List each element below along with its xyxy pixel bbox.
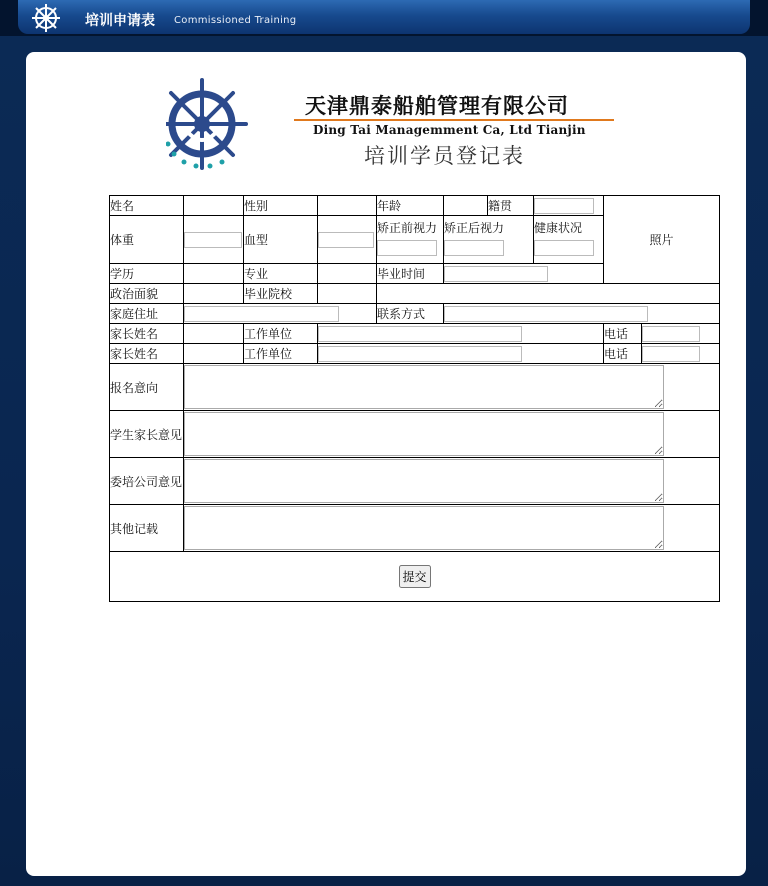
vision-before-input[interactable] (377, 240, 437, 256)
label-grad-time: 毕业时间 (377, 264, 444, 284)
grad-time-cell (444, 264, 604, 284)
company-opinion-textarea[interactable] (184, 459, 664, 503)
parent-name-1-cell (184, 324, 244, 344)
phone-1-cell (642, 324, 720, 344)
contact-input[interactable] (444, 306, 648, 322)
work-unit-1-cell (318, 324, 604, 344)
work-unit-2-input[interactable] (318, 346, 522, 362)
work-unit-2-cell (318, 344, 604, 364)
vision-after-cell (444, 216, 534, 264)
contact-cell (444, 304, 720, 324)
label-major: 专业 (244, 264, 318, 284)
address-cell (184, 304, 377, 324)
blood-input[interactable] (318, 232, 374, 248)
label-phone-1: 电话 (604, 324, 642, 344)
native-input[interactable] (534, 198, 594, 214)
ship-wheel-icon (30, 2, 62, 34)
label-work-unit-2: 工作单位 (244, 344, 318, 364)
label-parent-opinion: 学生家长意见 (110, 411, 184, 458)
header-subtitle: Commissioned Training (174, 15, 297, 26)
other-cell (184, 505, 720, 552)
vision-before-cell (377, 216, 444, 264)
phone-2-cell (642, 344, 720, 364)
vision-after-input[interactable] (444, 240, 504, 256)
label-education: 学历 (110, 264, 184, 284)
intent-cell (184, 364, 720, 411)
label-contact: 联系方式 (377, 304, 444, 324)
label-blood: 血型 (244, 216, 318, 264)
political-cell (184, 284, 244, 304)
school-cell (318, 284, 377, 304)
parent-opinion-cell (184, 411, 720, 458)
age-cell (444, 196, 488, 216)
label-school: 毕业院校 (244, 284, 318, 304)
parent-opinion-textarea[interactable] (184, 412, 664, 456)
label-phone-2: 电话 (604, 344, 642, 364)
label-native: 籍贯 (488, 196, 534, 216)
address-input[interactable] (184, 306, 339, 322)
label-vision-before: 矫正前视力 (377, 221, 438, 235)
submit-button[interactable]: 提交 (399, 565, 431, 588)
label-name: 姓名 (110, 196, 184, 216)
submit-cell (110, 552, 720, 602)
label-parent-name-1: 家长姓名 (110, 324, 184, 344)
health-input[interactable] (534, 240, 594, 256)
header-tab (18, 0, 750, 34)
phone-1-input[interactable] (642, 326, 700, 342)
phone-2-input[interactable] (642, 346, 700, 362)
native-cell (534, 196, 604, 216)
health-cell (534, 216, 604, 264)
label-address: 家庭住址 (110, 304, 184, 324)
label-health: 健康状况 (534, 221, 583, 235)
label-age: 年龄 (377, 196, 444, 216)
weight-input[interactable] (184, 232, 242, 248)
form-title: 培训学员登记表 (364, 144, 525, 168)
label-other: 其他记载 (110, 505, 184, 552)
grad-time-input[interactable] (444, 266, 548, 282)
label-work-unit-1: 工作单位 (244, 324, 318, 344)
work-unit-1-input[interactable] (318, 326, 522, 342)
divider (294, 119, 614, 121)
education-cell (184, 264, 244, 284)
major-cell (318, 264, 377, 284)
company-name-cn: 天津鼎泰船舶管理有限公司 (305, 93, 569, 118)
other-textarea[interactable] (184, 506, 664, 550)
photo-cell: 照片 (604, 196, 720, 284)
blood-cell (318, 216, 377, 264)
label-weight: 体重 (110, 216, 184, 264)
label-parent-name-2: 家长姓名 (110, 344, 184, 364)
label-company-opinion: 委培公司意见 (110, 458, 184, 505)
intent-textarea[interactable] (184, 365, 664, 409)
label-intent: 报名意向 (110, 364, 184, 411)
label-gender: 性别 (244, 196, 318, 216)
parent-name-2-cell (184, 344, 244, 364)
label-political: 政治面貌 (110, 284, 184, 304)
company-name-en: Ding Tai Managemment Ca, Ltd Tianjin (313, 123, 586, 137)
header-title: 培训申请表 (85, 13, 155, 29)
gender-cell (318, 196, 377, 216)
name-cell (184, 196, 244, 216)
school-extra-cell (377, 284, 720, 304)
registration-form (109, 195, 720, 602)
label-vision-after: 矫正后视力 (444, 221, 505, 235)
weight-cell (184, 216, 244, 264)
company-opinion-cell (184, 458, 720, 505)
